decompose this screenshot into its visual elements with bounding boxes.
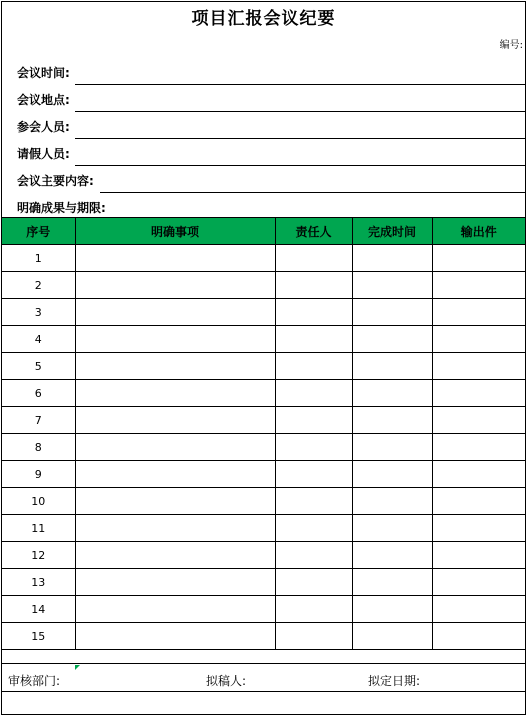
cell-item[interactable]: [75, 299, 275, 326]
cell-due[interactable]: [352, 353, 432, 380]
table-row: [2, 515, 525, 542]
cell-serial: 4: [2, 326, 75, 353]
footer-row: [2, 667, 525, 692]
field-label: 会议地点:: [17, 93, 70, 107]
cell-output[interactable]: [432, 488, 525, 515]
cell-serial: 9: [2, 461, 75, 488]
cell-owner[interactable]: [275, 434, 352, 461]
table-row: [2, 326, 525, 353]
cell-serial: 6: [2, 380, 75, 407]
cell-item[interactable]: [75, 245, 275, 272]
drafter-label: 拟稿人:: [206, 674, 247, 688]
cell-owner[interactable]: [275, 353, 352, 380]
cell-output[interactable]: [432, 461, 525, 488]
cell-serial: 13: [2, 569, 75, 596]
cell-serial: 12: [2, 542, 75, 569]
cell-serial: 2: [2, 272, 75, 299]
table-row: [2, 380, 525, 407]
cell-owner[interactable]: [275, 272, 352, 299]
cell-owner[interactable]: [275, 407, 352, 434]
cell-output[interactable]: [432, 515, 525, 542]
cell-output[interactable]: [432, 353, 525, 380]
table-row: [2, 407, 525, 434]
cell-item[interactable]: [75, 326, 275, 353]
cell-owner[interactable]: [275, 623, 352, 650]
cell-due[interactable]: [352, 434, 432, 461]
cell-item[interactable]: [75, 623, 275, 650]
cell-serial: 10: [2, 488, 75, 515]
action-items-table: [2, 217, 525, 650]
cell-due[interactable]: [352, 326, 432, 353]
doc-number-label: 编号:: [499, 40, 523, 51]
field-label: 请假人员:: [17, 147, 70, 161]
cell-serial: 14: [2, 596, 75, 623]
cell-due[interactable]: [352, 488, 432, 515]
cell-serial: 3: [2, 299, 75, 326]
cell-serial: 5: [2, 353, 75, 380]
header-serial: 序号: [2, 218, 75, 245]
cell-owner[interactable]: [275, 596, 352, 623]
field-label: 会议时间:: [17, 66, 70, 80]
cell-item[interactable]: [75, 488, 275, 515]
cell-item[interactable]: [75, 596, 275, 623]
cell-owner[interactable]: [275, 245, 352, 272]
field-label: 明确成果与期限:: [17, 201, 106, 215]
table-row: [2, 569, 525, 596]
cell-serial: 11: [2, 515, 75, 542]
cell-due[interactable]: [352, 461, 432, 488]
cell-serial: 8: [2, 434, 75, 461]
table-row: [2, 434, 525, 461]
header-owner: 责任人: [275, 218, 352, 245]
cell-item[interactable]: [75, 380, 275, 407]
cell-serial: 1: [2, 245, 75, 272]
cell-item[interactable]: [75, 353, 275, 380]
table-header-row: [2, 218, 525, 245]
cell-item[interactable]: [75, 461, 275, 488]
draft-date-label: 拟定日期:: [368, 674, 421, 688]
cell-owner[interactable]: [275, 569, 352, 596]
cell-output[interactable]: [432, 326, 525, 353]
cell-due[interactable]: [352, 596, 432, 623]
cell-output[interactable]: [432, 299, 525, 326]
cell-due[interactable]: [352, 245, 432, 272]
cell-due[interactable]: [352, 272, 432, 299]
cell-item[interactable]: [75, 515, 275, 542]
header-output: 输出件: [432, 218, 525, 245]
cell-owner[interactable]: [275, 515, 352, 542]
cell-output[interactable]: [432, 407, 525, 434]
cell-owner[interactable]: [275, 542, 352, 569]
field-main-content: [2, 166, 525, 193]
field-results: [2, 193, 525, 217]
review-dept-label: 审核部门:: [8, 674, 61, 688]
table-row: [2, 542, 525, 569]
header-due: 完成时间: [352, 218, 432, 245]
cell-due[interactable]: [352, 407, 432, 434]
cell-due[interactable]: [352, 542, 432, 569]
table-row: [2, 299, 525, 326]
cell-output[interactable]: [432, 596, 525, 623]
cell-due[interactable]: [352, 380, 432, 407]
cell-output[interactable]: [432, 434, 525, 461]
cell-due[interactable]: [352, 515, 432, 542]
cell-item[interactable]: [75, 407, 275, 434]
cell-output[interactable]: [432, 245, 525, 272]
cell-owner[interactable]: [275, 488, 352, 515]
cell-serial: 7: [2, 407, 75, 434]
meeting-minutes-form: [1, 1, 526, 715]
table-row: [2, 353, 525, 380]
field-label: 会议主要内容:: [17, 174, 94, 188]
cell-owner[interactable]: [275, 380, 352, 407]
field-label: 参会人员:: [17, 120, 70, 134]
table-row: [2, 623, 525, 650]
page-title: 项目汇报会议纪要: [191, 9, 336, 29]
cell-item[interactable]: [75, 434, 275, 461]
cell-due[interactable]: [352, 623, 432, 650]
table-row: [2, 488, 525, 515]
field-meeting-time: [2, 58, 525, 85]
cell-due[interactable]: [352, 299, 432, 326]
cell-output[interactable]: [432, 569, 525, 596]
cell-output[interactable]: [432, 542, 525, 569]
field-meeting-place: [2, 85, 525, 112]
cell-owner[interactable]: [275, 326, 352, 353]
table-row: [2, 461, 525, 488]
cell-serial: 15: [2, 623, 75, 650]
blank-row: [2, 650, 525, 664]
cell-due[interactable]: [352, 569, 432, 596]
table-row: [2, 596, 525, 623]
cell-owner[interactable]: [275, 299, 352, 326]
cell-owner[interactable]: [275, 461, 352, 488]
cell-output[interactable]: [432, 272, 525, 299]
cell-item[interactable]: [75, 542, 275, 569]
cell-output[interactable]: [432, 380, 525, 407]
cell-item[interactable]: [75, 569, 275, 596]
field-leave: [2, 139, 525, 166]
cell-output[interactable]: [432, 623, 525, 650]
table-row: [2, 272, 525, 299]
header-item: 明确事项: [75, 218, 275, 245]
table-row: [2, 245, 525, 272]
cell-item[interactable]: [75, 272, 275, 299]
field-attendees: [2, 112, 525, 139]
